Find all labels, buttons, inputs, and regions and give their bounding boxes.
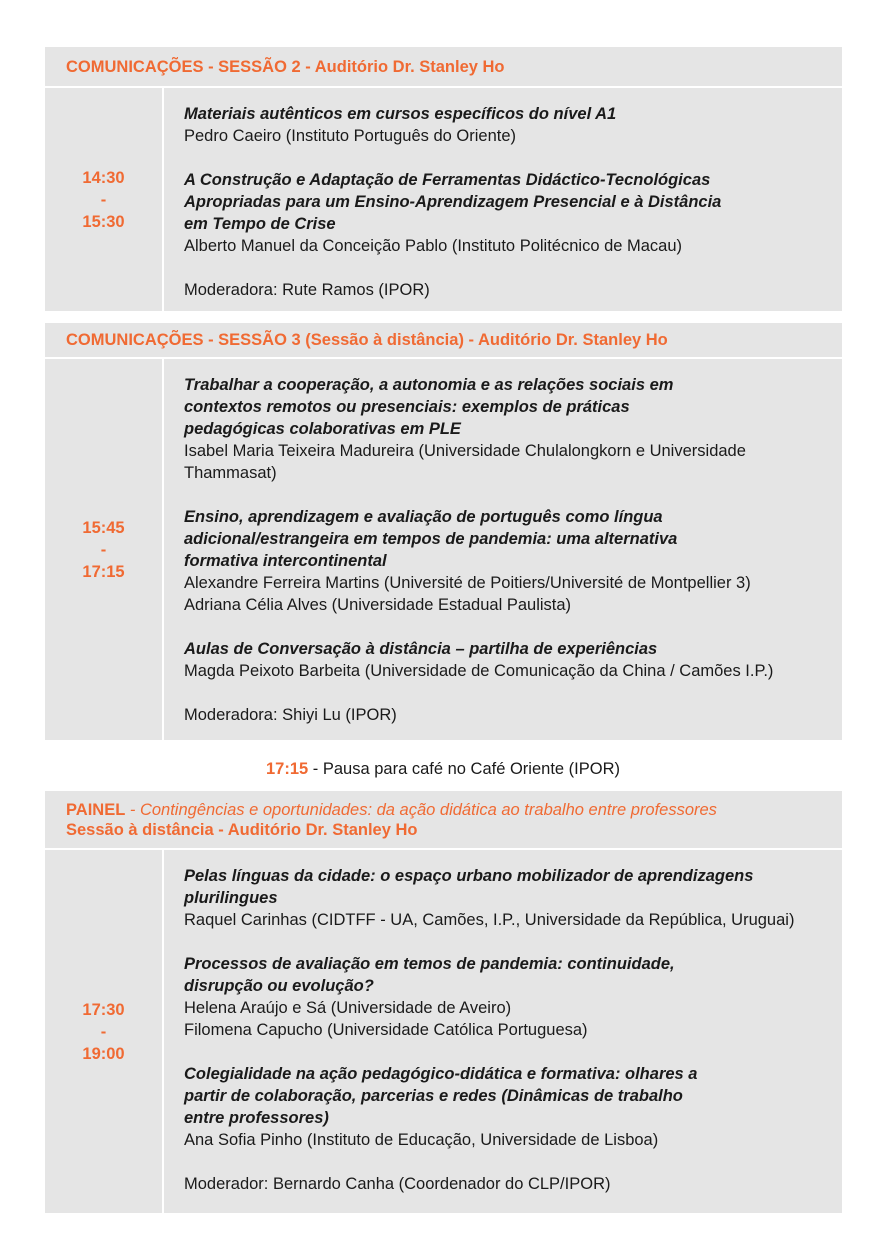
talk-title: Colegialidade na ação pedagógico-didática e formativa: olhares a partir de colaboração, parcerias e redes (Dinâmicas de trabalho entre professores) xyxy=(184,1065,698,1127)
moderator: Moderador: Bernardo Canha (Coordenador do CLP/IPOR) xyxy=(184,1175,611,1193)
panel-title-line xyxy=(66,800,842,820)
talk-authors: Alberto Manuel da Conceição Pablo (Instituto Politécnico de Macau) xyxy=(184,237,683,255)
time-separator: - xyxy=(100,190,107,209)
talk-authors: Magda Peixoto Barbeita (Universidade de Comunicação da China / Camões I.P.) xyxy=(184,662,774,680)
talk xyxy=(184,506,842,616)
session3-time xyxy=(45,359,162,740)
talk-title: Trabalhar a cooperação, a autonomia e as relações sociais em contextos remotos ou presenciais: exemplos de práticas pedagógicas colaborativas em PLE xyxy=(184,376,674,438)
session2-header xyxy=(45,47,842,86)
time-separator: - xyxy=(100,1022,107,1041)
coffee-break-text: - Pausa para café no Café Oriente (IPOR) xyxy=(308,760,620,778)
panel-header xyxy=(45,791,842,848)
time-start: 17:30 xyxy=(82,1000,125,1019)
time-separator: - xyxy=(100,540,107,559)
session2-content xyxy=(164,88,842,311)
panel-theme: Contingências e oportunidades: da ação didática ao trabalho entre professores xyxy=(139,800,717,819)
time-start: 15:45 xyxy=(82,518,125,537)
talk-title: Processos de avaliação em temos de pandemia: continuidade, disrupção ou evolução? xyxy=(184,955,675,995)
panel-subheader: Sessão à distância - Auditório Dr. Stanley Ho xyxy=(66,820,418,839)
session3-title: COMUNICAÇÕES - SESSÃO 3 (Sessão à distância) - Auditório Dr. Stanley Ho xyxy=(66,331,668,349)
talk-authors: Ana Sofia Pinho (Instituto de Educação, Universidade de Lisboa) xyxy=(184,1131,659,1149)
coffee-break-time: 17:15 xyxy=(265,760,309,778)
panel-time xyxy=(45,850,162,1213)
talk xyxy=(184,1063,842,1151)
time-end: 19:00 xyxy=(82,1044,125,1063)
talk xyxy=(184,865,842,931)
panel-label: PAINEL xyxy=(66,800,126,819)
talk-authors: Helena Araújo e Sá (Universidade de Aveiro) Filomena Capucho (Universidade Católica Portuguesa) xyxy=(184,999,588,1039)
talk xyxy=(184,169,842,257)
moderator: Moderadora: Rute Ramos (IPOR) xyxy=(184,281,430,299)
panel-dash: - xyxy=(125,800,140,819)
talk xyxy=(184,953,842,1041)
talk xyxy=(184,638,842,682)
talk xyxy=(184,374,842,484)
time-end: 15:30 xyxy=(82,212,125,231)
talk-title: A Construção e Adaptação de Ferramentas Didáctico-Tecnológicas Apropriadas para um Ensino-Aprendizagem Presencial e à Distância em Tempo de Crise xyxy=(184,171,722,233)
talk xyxy=(184,103,842,147)
coffee-break xyxy=(0,758,886,780)
session2-title: COMUNICAÇÕES - SESSÃO 2 - Auditório Dr. Stanley Ho xyxy=(66,57,505,76)
time-end: 17:15 xyxy=(82,562,125,581)
time-start: 14:30 xyxy=(82,168,125,187)
talk-authors: Pedro Caeiro (Instituto Português do Oriente) xyxy=(184,127,517,145)
talk-authors: Raquel Carinhas (CIDTFF - UA, Camões, I.P., Universidade da República, Uruguai) xyxy=(184,911,795,929)
panel-content xyxy=(164,850,842,1213)
moderator: Moderadora: Shiyi Lu (IPOR) xyxy=(184,706,397,724)
talk-title: Aulas de Conversação à distância – partilha de experiências xyxy=(184,640,658,658)
session2-time xyxy=(45,88,162,311)
talk-title: Materiais autênticos em cursos específicos do nível A1 xyxy=(184,105,617,123)
talk-authors: Isabel Maria Teixeira Madureira (Universidade Chulalongkorn e Universidade Thammasat) xyxy=(184,442,746,482)
talk-title: Ensino, aprendizagem e avaliação de português como língua adicional/estrangeira em tempos de pandemia: uma alternativa formativa intercontinental xyxy=(184,508,678,570)
talk-title: Pelas línguas da cidade: o espaço urbano mobilizador de aprendizagens plurilingues xyxy=(184,867,754,907)
session3-header xyxy=(45,323,842,357)
session3-content xyxy=(164,359,842,740)
talk-authors: Alexandre Ferreira Martins (Université de Poitiers/Université de Montpellier 3) Adriana Célia Alves (Universidade Estadual Paulista) xyxy=(184,574,751,614)
